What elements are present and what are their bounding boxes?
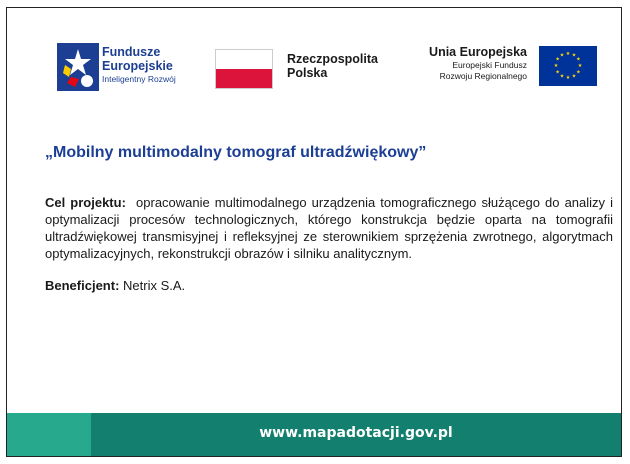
ue-title: Unia Europejska	[429, 45, 527, 59]
goal-label: Cel projektu:	[45, 195, 126, 210]
svg-text:★: ★	[576, 56, 581, 63]
project-content	[45, 194, 613, 294]
info-poster	[6, 7, 622, 457]
rzeczpospolita-line2: Polska	[287, 66, 328, 80]
rzeczpospolita-line1: Rzeczpospolita	[287, 52, 378, 66]
ue-text	[429, 45, 527, 82]
fundusze-line3: Inteligentny Rozwój	[102, 74, 176, 84]
beneficiary	[45, 277, 613, 294]
logo-bar	[7, 38, 621, 98]
svg-text:★: ★	[565, 51, 571, 57]
svg-text:★: ★	[571, 52, 577, 59]
footer-url-link[interactable]: www.mapadotacji.gov.pl	[259, 425, 453, 441]
svg-text:★: ★	[565, 75, 571, 81]
svg-text:★: ★	[577, 63, 583, 69]
beneficiary-value: Netrix S.A.	[123, 278, 186, 293]
footer-bar	[7, 413, 621, 456]
fundusze-europejskie-logo	[57, 41, 197, 93]
ue-sub2: Rozwoju Regionalnego	[439, 71, 527, 81]
fundusze-star-icon	[57, 43, 99, 91]
svg-text:★: ★	[571, 73, 577, 80]
svg-text:★: ★	[553, 63, 559, 69]
fundusze-line1: Fundusze	[102, 45, 161, 59]
eu-flag-icon	[539, 46, 597, 86]
fundusze-line2: Europejskie	[102, 59, 173, 73]
unia-europejska-logo	[417, 42, 597, 94]
rzeczpospolita-logo	[215, 48, 395, 92]
rzeczpospolita-text	[287, 52, 378, 80]
svg-text:★: ★	[555, 69, 560, 76]
project-goal	[45, 194, 613, 262]
ue-sub1: Europejski Fundusz	[452, 60, 527, 70]
project-title: „Mobilny multimodalny tomograf ultradźwiękowy”	[45, 144, 427, 161]
goal-text: opracowanie multimodalnego urządzenia tomograficznego służącego do analizy i optymalizacji procesów technologicznych, którego konstrukcja będzie oparta na tomografii ultradźwiękowej transmisyjnej i refleksyjnej ze sterownikiem sprzężenia zwrotnego, algorytmach optymalizacyjnych, rekonstrukcji obrazów i silniku analitycznym.	[45, 195, 613, 261]
footer-accent	[7, 413, 91, 456]
svg-text:★: ★	[559, 52, 565, 59]
polish-flag-icon	[215, 49, 273, 89]
svg-text:★: ★	[555, 56, 560, 63]
beneficiary-label: Beneficjent:	[45, 278, 120, 293]
svg-text:★: ★	[559, 73, 565, 80]
svg-text:★: ★	[576, 69, 581, 76]
fundusze-text	[102, 45, 176, 86]
